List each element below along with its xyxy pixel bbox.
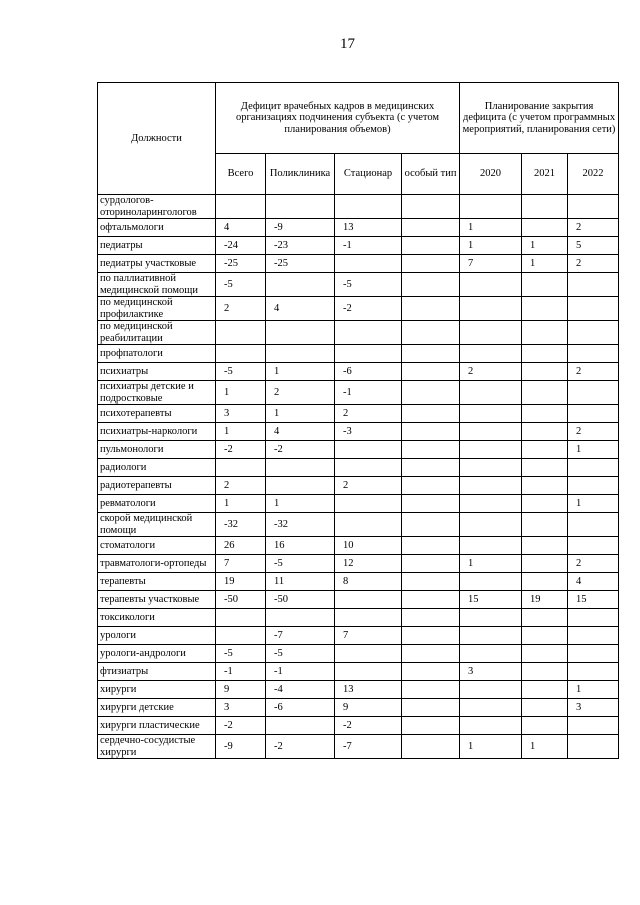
cell-2021 <box>522 381 568 405</box>
cell-2022: 3 <box>568 699 619 717</box>
cell-hospital: 12 <box>335 555 402 573</box>
cell-hospital: -1 <box>335 381 402 405</box>
position-name: педиатры <box>98 237 216 255</box>
cell-polyclinic: -25 <box>266 255 335 273</box>
cell-2020: 2 <box>460 363 522 381</box>
cell-special-type <box>402 273 460 297</box>
cell-total: 7 <box>216 555 266 573</box>
cell-2020 <box>460 441 522 459</box>
cell-hospital: 9 <box>335 699 402 717</box>
position-name: терапевты участковые <box>98 591 216 609</box>
cell-total: 1 <box>216 423 266 441</box>
table-row <box>98 495 619 513</box>
cell-polyclinic: -5 <box>266 645 335 663</box>
position-name: стоматологи <box>98 537 216 555</box>
cell-polyclinic: -2 <box>266 735 335 759</box>
cell-2022: 2 <box>568 363 619 381</box>
cell-2021 <box>522 555 568 573</box>
cell-special-type <box>402 591 460 609</box>
cell-special-type <box>402 699 460 717</box>
cell-2021 <box>522 627 568 645</box>
cell-special-type <box>402 441 460 459</box>
cell-special-type <box>402 573 460 591</box>
cell-special-type <box>402 297 460 321</box>
cell-2020 <box>460 423 522 441</box>
cell-2021 <box>522 573 568 591</box>
position-name: по паллиативной медицинской помощи <box>98 273 216 297</box>
cell-total: -24 <box>216 237 266 255</box>
position-name: сурдологов-оториноларингологов <box>98 195 216 219</box>
position-name: по медицинской профилактике <box>98 297 216 321</box>
header-special-type: особый тип <box>402 154 460 195</box>
cell-special-type <box>402 663 460 681</box>
cell-2022 <box>568 609 619 627</box>
cell-2020 <box>460 477 522 495</box>
cell-polyclinic: -50 <box>266 591 335 609</box>
position-name: терапевты <box>98 573 216 591</box>
cell-2020 <box>460 195 522 219</box>
cell-total: -25 <box>216 255 266 273</box>
cell-2022: 4 <box>568 573 619 591</box>
position-name: пульмонологи <box>98 441 216 459</box>
position-name: травматологи-ортопеды <box>98 555 216 573</box>
table-row <box>98 345 619 363</box>
cell-hospital: -2 <box>335 297 402 321</box>
cell-polyclinic: 1 <box>266 363 335 381</box>
header-position: Должности <box>98 83 216 195</box>
table-row <box>98 735 619 759</box>
cell-2020 <box>460 495 522 513</box>
cell-hospital: 2 <box>335 405 402 423</box>
cell-2021 <box>522 219 568 237</box>
table-row <box>98 441 619 459</box>
cell-total <box>216 345 266 363</box>
cell-polyclinic: -4 <box>266 681 335 699</box>
cell-polyclinic: -2 <box>266 441 335 459</box>
header-total: Всего <box>216 154 266 195</box>
table-row <box>98 321 619 345</box>
cell-hospital: -6 <box>335 363 402 381</box>
cell-2021 <box>522 459 568 477</box>
table-row <box>98 513 619 537</box>
cell-hospital: -7 <box>335 735 402 759</box>
cell-2020 <box>460 537 522 555</box>
cell-2020: 15 <box>460 591 522 609</box>
cell-2020 <box>460 321 522 345</box>
cell-total: 1 <box>216 495 266 513</box>
cell-2022: 1 <box>568 495 619 513</box>
cell-special-type <box>402 195 460 219</box>
cell-total: 4 <box>216 219 266 237</box>
staff-deficit-table <box>97 82 619 759</box>
page-number: 17 <box>340 36 355 52</box>
cell-hospital: -5 <box>335 273 402 297</box>
cell-2022 <box>568 381 619 405</box>
table-row <box>98 717 619 735</box>
cell-2020: 7 <box>460 255 522 273</box>
cell-polyclinic <box>266 609 335 627</box>
position-name: офтальмологи <box>98 219 216 237</box>
cell-2022: 5 <box>568 237 619 255</box>
cell-total <box>216 321 266 345</box>
cell-polyclinic: 1 <box>266 495 335 513</box>
cell-2022 <box>568 321 619 345</box>
cell-2022 <box>568 273 619 297</box>
cell-polyclinic: 1 <box>266 405 335 423</box>
cell-total: 3 <box>216 699 266 717</box>
cell-2021 <box>522 681 568 699</box>
cell-polyclinic <box>266 195 335 219</box>
position-name: урологи-андрологи <box>98 645 216 663</box>
position-name: хирурги детские <box>98 699 216 717</box>
cell-2020 <box>460 513 522 537</box>
cell-2020: 1 <box>460 237 522 255</box>
table-row <box>98 573 619 591</box>
cell-special-type <box>402 405 460 423</box>
cell-total: 9 <box>216 681 266 699</box>
cell-polyclinic: -32 <box>266 513 335 537</box>
cell-2022 <box>568 345 619 363</box>
cell-2021 <box>522 363 568 381</box>
position-name: хирурги пластические <box>98 717 216 735</box>
table-row <box>98 363 619 381</box>
cell-special-type <box>402 363 460 381</box>
cell-2021 <box>522 645 568 663</box>
table-row <box>98 273 619 297</box>
cell-polyclinic: -5 <box>266 555 335 573</box>
cell-2022 <box>568 645 619 663</box>
position-name: хирурги <box>98 681 216 699</box>
cell-total <box>216 459 266 477</box>
cell-2022 <box>568 195 619 219</box>
cell-2021 <box>522 513 568 537</box>
cell-2022 <box>568 297 619 321</box>
cell-special-type <box>402 537 460 555</box>
cell-special-type <box>402 513 460 537</box>
cell-2022: 1 <box>568 681 619 699</box>
cell-hospital <box>335 321 402 345</box>
table-row <box>98 699 619 717</box>
cell-special-type <box>402 381 460 405</box>
cell-2020 <box>460 681 522 699</box>
cell-special-type <box>402 219 460 237</box>
cell-2021 <box>522 423 568 441</box>
position-name: профпатологи <box>98 345 216 363</box>
table-row <box>98 645 619 663</box>
cell-2021 <box>522 321 568 345</box>
cell-special-type <box>402 345 460 363</box>
table-row <box>98 405 619 423</box>
cell-hospital <box>335 663 402 681</box>
cell-total: -2 <box>216 441 266 459</box>
header-year-2021: 2021 <box>522 154 568 195</box>
cell-2022: 2 <box>568 555 619 573</box>
cell-hospital: 10 <box>335 537 402 555</box>
header-planning-group: Планирование закрытия дефицита (с учетом программных мероприятий, планирования сети) <box>460 83 619 154</box>
cell-special-type <box>402 459 460 477</box>
cell-2022 <box>568 477 619 495</box>
cell-2021 <box>522 699 568 717</box>
header-polyclinic: Поликлиника <box>266 154 335 195</box>
cell-2022 <box>568 405 619 423</box>
cell-2021 <box>522 273 568 297</box>
cell-special-type <box>402 717 460 735</box>
cell-total <box>216 609 266 627</box>
cell-2020 <box>460 609 522 627</box>
table-row <box>98 477 619 495</box>
table-row <box>98 297 619 321</box>
cell-2020 <box>460 645 522 663</box>
cell-special-type <box>402 627 460 645</box>
position-name: радиологи <box>98 459 216 477</box>
table-row <box>98 663 619 681</box>
cell-2021: 1 <box>522 255 568 273</box>
cell-2021 <box>522 195 568 219</box>
table-row <box>98 591 619 609</box>
table-row <box>98 609 619 627</box>
table-row <box>98 219 619 237</box>
table-row <box>98 381 619 405</box>
table-body <box>98 195 619 759</box>
cell-2022 <box>568 663 619 681</box>
cell-polyclinic: -9 <box>266 219 335 237</box>
cell-polyclinic: -23 <box>266 237 335 255</box>
cell-2020: 1 <box>460 735 522 759</box>
cell-hospital: 8 <box>335 573 402 591</box>
position-name: сердечно-сосудистые хирурги <box>98 735 216 759</box>
cell-polyclinic <box>266 459 335 477</box>
cell-hospital <box>335 645 402 663</box>
table-row <box>98 681 619 699</box>
cell-total: 1 <box>216 381 266 405</box>
cell-hospital: -3 <box>335 423 402 441</box>
table-row <box>98 459 619 477</box>
position-name: психотерапевты <box>98 405 216 423</box>
cell-2020 <box>460 699 522 717</box>
cell-hospital <box>335 441 402 459</box>
cell-2021 <box>522 405 568 423</box>
header-hospital: Стационар <box>335 154 402 195</box>
cell-special-type <box>402 423 460 441</box>
cell-total: -5 <box>216 273 266 297</box>
cell-total: 3 <box>216 405 266 423</box>
cell-2022 <box>568 513 619 537</box>
position-name: радиотерапевты <box>98 477 216 495</box>
cell-2020: 3 <box>460 663 522 681</box>
cell-polyclinic <box>266 273 335 297</box>
cell-total: -5 <box>216 363 266 381</box>
cell-2022: 1 <box>568 441 619 459</box>
table-row <box>98 627 619 645</box>
cell-hospital: 13 <box>335 681 402 699</box>
position-name: токсикологи <box>98 609 216 627</box>
cell-2020 <box>460 717 522 735</box>
cell-hospital: 13 <box>335 219 402 237</box>
cell-2020 <box>460 381 522 405</box>
cell-polyclinic <box>266 477 335 495</box>
cell-special-type <box>402 555 460 573</box>
cell-hospital <box>335 195 402 219</box>
cell-hospital: -2 <box>335 717 402 735</box>
cell-2020 <box>460 627 522 645</box>
position-name: по медицинской реабилитации <box>98 321 216 345</box>
cell-special-type <box>402 735 460 759</box>
table-row <box>98 555 619 573</box>
cell-2021 <box>522 477 568 495</box>
cell-2020: 1 <box>460 555 522 573</box>
cell-2021 <box>522 495 568 513</box>
cell-2021: 19 <box>522 591 568 609</box>
cell-total: -32 <box>216 513 266 537</box>
cell-special-type <box>402 477 460 495</box>
cell-2020 <box>460 573 522 591</box>
cell-2022: 2 <box>568 255 619 273</box>
cell-2021 <box>522 663 568 681</box>
cell-polyclinic: 2 <box>266 381 335 405</box>
table-row <box>98 255 619 273</box>
cell-total <box>216 195 266 219</box>
cell-polyclinic: -6 <box>266 699 335 717</box>
cell-2022 <box>568 459 619 477</box>
header-year-2020: 2020 <box>460 154 522 195</box>
position-name: психиатры <box>98 363 216 381</box>
cell-2020 <box>460 405 522 423</box>
position-name: урологи <box>98 627 216 645</box>
cell-total: -1 <box>216 663 266 681</box>
table-row <box>98 537 619 555</box>
cell-special-type <box>402 495 460 513</box>
table-row <box>98 237 619 255</box>
cell-2021 <box>522 297 568 321</box>
cell-special-type <box>402 681 460 699</box>
cell-hospital <box>335 345 402 363</box>
cell-2022: 15 <box>568 591 619 609</box>
cell-2022: 2 <box>568 423 619 441</box>
cell-2021: 1 <box>522 237 568 255</box>
cell-hospital: 7 <box>335 627 402 645</box>
cell-polyclinic <box>266 321 335 345</box>
cell-total <box>216 627 266 645</box>
header-deficit-group: Дефицит врачебных кадров в медицинских организациях подчинения субъекта (с учетом планирования объемов) <box>216 83 460 154</box>
position-name: педиатры участковые <box>98 255 216 273</box>
cell-hospital: -1 <box>335 237 402 255</box>
cell-total: -50 <box>216 591 266 609</box>
cell-polyclinic <box>266 345 335 363</box>
position-name: психиатры-наркологи <box>98 423 216 441</box>
cell-total: 19 <box>216 573 266 591</box>
cell-total: 2 <box>216 477 266 495</box>
cell-total: 2 <box>216 297 266 321</box>
cell-hospital: 2 <box>335 477 402 495</box>
cell-2022 <box>568 717 619 735</box>
cell-2022 <box>568 735 619 759</box>
cell-2021 <box>522 609 568 627</box>
table-row <box>98 195 619 219</box>
header-year-2022: 2022 <box>568 154 619 195</box>
cell-polyclinic: 11 <box>266 573 335 591</box>
cell-polyclinic: -1 <box>266 663 335 681</box>
cell-total: 26 <box>216 537 266 555</box>
cell-total: -9 <box>216 735 266 759</box>
cell-special-type <box>402 645 460 663</box>
cell-2021 <box>522 345 568 363</box>
cell-hospital <box>335 513 402 537</box>
cell-polyclinic: 4 <box>266 297 335 321</box>
cell-polyclinic: 4 <box>266 423 335 441</box>
table-row <box>98 423 619 441</box>
cell-hospital <box>335 495 402 513</box>
cell-special-type <box>402 321 460 345</box>
position-name: психиатры детские и подростковые <box>98 381 216 405</box>
cell-2020 <box>460 297 522 321</box>
cell-2021 <box>522 717 568 735</box>
cell-special-type <box>402 255 460 273</box>
cell-hospital <box>335 255 402 273</box>
cell-2020: 1 <box>460 219 522 237</box>
cell-polyclinic: -7 <box>266 627 335 645</box>
cell-2022 <box>568 537 619 555</box>
cell-special-type <box>402 237 460 255</box>
cell-2022 <box>568 627 619 645</box>
position-name: фтизиатры <box>98 663 216 681</box>
cell-2020 <box>460 345 522 363</box>
position-name: ревматологи <box>98 495 216 513</box>
position-name: скорой медицинской помощи <box>98 513 216 537</box>
cell-2021: 1 <box>522 735 568 759</box>
cell-2020 <box>460 273 522 297</box>
cell-polyclinic: 16 <box>266 537 335 555</box>
cell-special-type <box>402 609 460 627</box>
cell-polyclinic <box>266 717 335 735</box>
cell-hospital <box>335 609 402 627</box>
cell-total: -2 <box>216 717 266 735</box>
cell-2020 <box>460 459 522 477</box>
cell-2021 <box>522 537 568 555</box>
cell-2021 <box>522 441 568 459</box>
cell-hospital <box>335 591 402 609</box>
cell-total: -5 <box>216 645 266 663</box>
cell-hospital <box>335 459 402 477</box>
cell-2022: 2 <box>568 219 619 237</box>
